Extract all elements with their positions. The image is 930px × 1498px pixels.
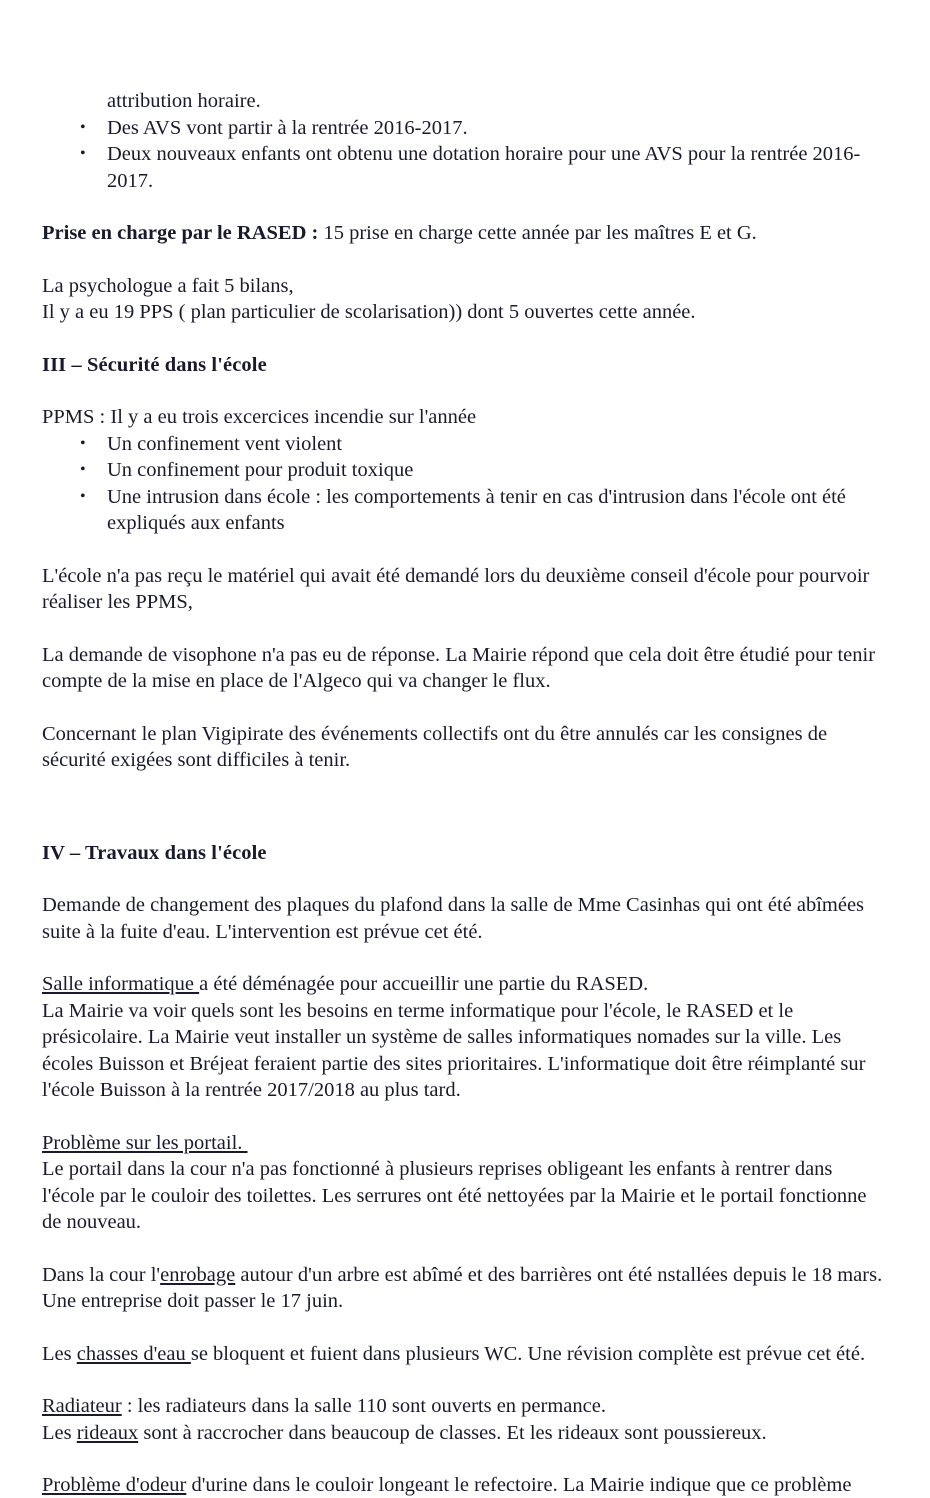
- paragraph-salle-informatique-body: La Mairie va voir quels sont les besoins en terme informatique pour l'école, le RASED et le présicolaire. La Mairie veut installer un système de salles informatiques nomades sur la ville. Les écoles Buisson et Bréjeat feraient partie des sites prioritaires. L'informatique doit être réimplanté sur l'école Buisson à la rentrée 2017/2018 au plus tard.: [42, 999, 866, 1101]
- list-item: [42, 484, 890, 537]
- list-item: [42, 457, 890, 484]
- paragraph-plafond: Demande de changement des plaques du plafond dans la salle de Mme Casinhas qui ont été abîmées suite à la fuite d'eau. L'intervention est prévue cet été.: [42, 894, 865, 943]
- paragraph-radiateur: [42, 1393, 890, 1420]
- paragraph-visophone: La demande de visophone n'a pas eu de réponse. La Mairie répond que cela doit être étudié pour tenir compte de la mise en place de l'Algeco qui va changer le flux.: [42, 643, 876, 692]
- paragraph-chasses-eau: [42, 1341, 890, 1368]
- continuation-line: attribution horaire.: [107, 90, 261, 112]
- section-heading-iii: III – Sécurité dans l'école: [42, 353, 267, 376]
- paragraph-rideaux: [42, 1420, 890, 1447]
- list-item-label: Une intrusion dans école : les comportements à tenir en cas d'intrusion dans l'école ont été expliqués aux enfants: [107, 485, 846, 534]
- salle-informatique-rest: a été déménagée pour accueillir une partie du RASED.: [199, 973, 649, 995]
- chasses-rest: se bloquent et fuient dans plusieurs WC. Une révision complète est prévue cet été.: [190, 1342, 866, 1365]
- radiateur-rest: : les radiateurs dans la salle 110 sont ouverts en permance.: [121, 1395, 606, 1417]
- rased-label: Prise en charge par le RASED :: [42, 222, 319, 244]
- list-item: [42, 141, 890, 194]
- bullet-dot-icon: •: [80, 461, 86, 478]
- radiateur-underlined: Radiateur: [42, 1395, 122, 1417]
- rideaux-underlined: rideaux: [76, 1421, 139, 1444]
- list-item: [42, 431, 890, 458]
- odeur-rest: d'urine dans le couloir longeant le refectoire. La Mairie indique que ce problème: [186, 1474, 852, 1496]
- paragraph-materiel-ppms: L'école n'a pas reçu le matériel qui avait été demandé lors du deuxième conseil d'école pour pourvoir réaliser les PPMS,: [42, 564, 870, 613]
- bullet-dot-icon: •: [80, 434, 86, 452]
- paragraph-portail-title: [42, 1130, 890, 1157]
- section-heading-iv: IV – Travaux dans l'école: [42, 841, 267, 864]
- list-item-label: Un confinement vent violent: [107, 432, 343, 455]
- psychologue-line-1: La psychologue a fait 5 bilans,: [42, 274, 294, 297]
- chasses-prefix: Les: [42, 1342, 77, 1365]
- chasses-underlined: chasses d'eau: [76, 1342, 191, 1365]
- list-item-label: Deux nouveaux enfants ont obtenu une dotation horaire pour une AVS pour la rentrée 2016-2017.: [107, 143, 861, 192]
- bullet-dot-icon: •: [80, 118, 86, 136]
- bullet-list-avs: [42, 115, 890, 195]
- portail-title-underlined: Problème sur les portail.: [42, 1131, 248, 1154]
- salle-informatique-underlined: Salle informatique: [42, 973, 200, 995]
- paragraph-odeur: [42, 1472, 890, 1498]
- list-item-label: Des AVS vont partir à la rentrée 2016-2017.: [107, 116, 468, 139]
- list-item: [42, 115, 890, 142]
- rased-text: 15 prise en charge cette année par les maîtres E et G.: [318, 222, 757, 244]
- rideaux-rest: sont à raccrocher dans beaucoup de classes. Et les rideaux sont poussiereux.: [138, 1421, 767, 1444]
- paragraph-portail-body: Le portail dans la cour n'a pas fonctionné à plusieurs reprises obligeant les enfants à rentrer dans l'école par le couloir des toilettes. Les serrures ont été nettoyées par la Mairie et le portail fonctionne de nouveau.: [42, 1158, 867, 1233]
- bullet-dot-icon: •: [80, 145, 86, 162]
- psychologue-line-2: Il y a eu 19 PPS ( plan particulier de scolarisation)) dont 5 ouvertes cette année.: [42, 301, 696, 323]
- enrobage-underlined: enrobage: [160, 1263, 236, 1286]
- bullet-list-ppms: [42, 431, 890, 537]
- bullet-dot-icon: •: [80, 487, 86, 505]
- list-item-label: Un confinement pour produit toxique: [107, 459, 414, 481]
- paragraph-enrobage: [42, 1262, 890, 1315]
- ppms-intro: PPMS : Il y a eu trois excercices incendie sur l'année: [42, 406, 477, 428]
- rideaux-prefix: Les: [42, 1421, 77, 1444]
- paragraph-salle-informatique-title: [42, 971, 890, 998]
- enrobage-rest: autour d'un arbre est abîmé et des barrières ont été nstallées depuis le 18 mars. Une entreprise doit passer le 17 juin.: [42, 1263, 883, 1312]
- rased-paragraph: [42, 220, 890, 247]
- enrobage-prefix: Dans la cour l': [42, 1263, 161, 1286]
- paragraph-vigipirate: Concernant le plan Vigipirate des événements collectifs ont du être annulés car les consignes de sécurité exigées sont difficiles à tenir.: [42, 722, 828, 771]
- odeur-underlined: Problème d'odeur: [42, 1474, 187, 1496]
- document-body: [42, 88, 890, 1498]
